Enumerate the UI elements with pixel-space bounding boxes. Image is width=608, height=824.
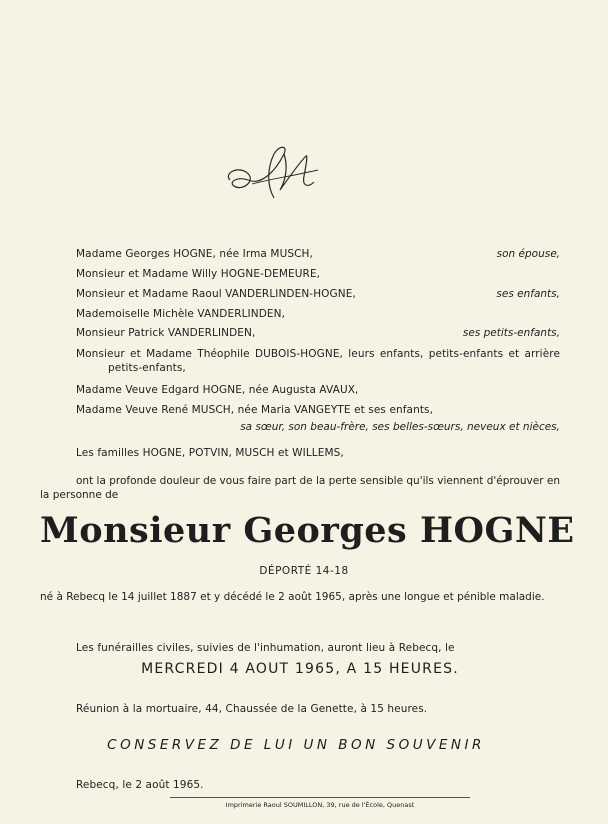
printer-credit: Imprimerie Raoul SOUMILLON, 39, rue de l'École, Quenast xyxy=(225,801,415,809)
family-line: petits-enfants, xyxy=(108,362,186,374)
family-role: ses petits-enfants, xyxy=(462,327,560,339)
family-line: Madame Georges HOGNE, née Irma MUSCH, xyxy=(76,248,313,260)
family-role: son épouse, xyxy=(496,248,560,260)
families-line: Les familles HOGNE, POTVIN, MUSCH et WILLEMS, xyxy=(76,447,344,459)
family-line: Monsieur et Madame Théophile DUBOIS-HOGNE, leurs enfants, petits-enfants et arrière xyxy=(76,348,560,360)
announcement-text: ont la profonde douleur de vous faire part de la perte sensible qu'ils viennent d'éprouver en la personne de xyxy=(40,475,560,501)
family-line: Monsieur et Madame Raoul VANDERLINDEN-HOGNE, xyxy=(76,288,356,300)
birth-death-text: né à Rebecq le 14 juillet 1887 et y décédé le 2 août 1965, après une longue et pénible maladie. xyxy=(40,591,545,603)
family-line: Monsieur et Madame Willy HOGNE-DEMEURE, xyxy=(76,268,321,280)
footer-divider xyxy=(170,797,470,798)
family-line: Monsieur Patrick VANDERLINDEN, xyxy=(76,327,256,339)
place-date: Rebecq, le 2 août 1965. xyxy=(76,779,204,791)
funeral-intro: Les funérailles civiles, suivies de l'inhumation, auront lieu à Rebecq, le xyxy=(76,642,455,654)
deported-label: DÉPORTÉ 14-18 xyxy=(259,565,349,577)
family-line: Mademoiselle Michèle VANDERLINDEN, xyxy=(76,308,286,320)
family-line: Madame Veuve René MUSCH, née Maria VANGEYTE et ses enfants, xyxy=(76,404,434,416)
deceased-name: Monsieur Georges HOGNE xyxy=(40,510,575,551)
monogram-emblem xyxy=(222,140,322,206)
family-line: Madame Veuve Edgard HOGNE, née Augusta AVAUX, xyxy=(76,384,359,396)
relatives-line: sa sœur, son beau-frère, ses belles-sœurs, neveux et nièces, xyxy=(240,421,560,433)
meeting-text: Réunion à la mortuaire, 44, Chaussée de la Genette, à 15 heures. xyxy=(76,703,428,715)
souvenir-motto: CONSERVEZ DE LUI UN BON SOUVENIR xyxy=(107,737,485,753)
family-role: ses enfants, xyxy=(496,288,560,300)
funeral-date: MERCREDI 4 AOUT 1965, A 15 HEURES. xyxy=(141,661,459,677)
